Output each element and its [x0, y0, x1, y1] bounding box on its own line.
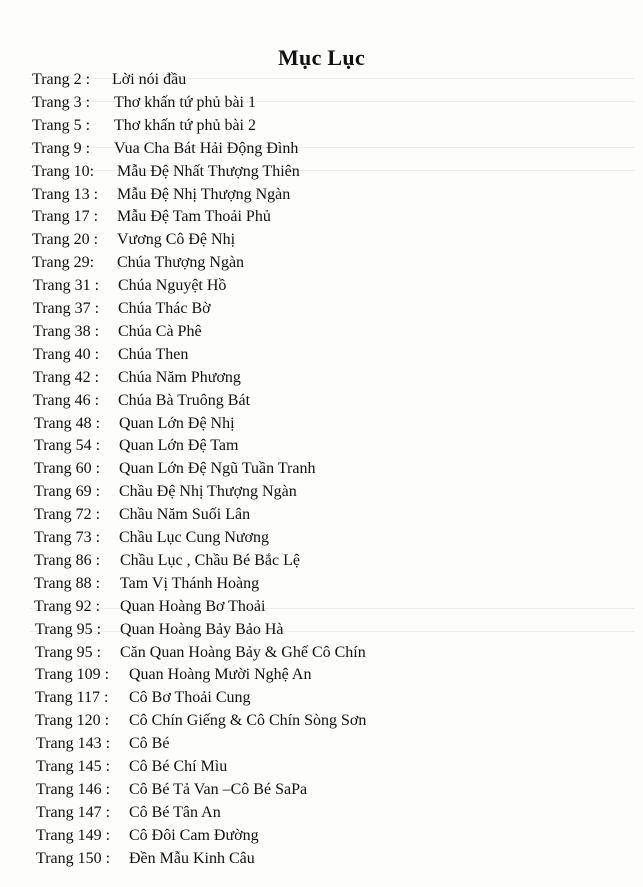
toc-page-number: Trang 109 : — [35, 666, 110, 684]
page-title: Mục Lục — [277, 44, 366, 70]
toc-entry-title: Cô Bơ Thoải Cung — [129, 689, 251, 707]
toc-page-number: Trang 92 : — [34, 597, 101, 615]
toc-entry-title: Chúa Năm Phương — [118, 368, 241, 386]
toc-entry-title: Tam Vị Thánh Hoàng — [120, 574, 260, 592]
toc-entry-title: Chúa Nguyệt Hồ — [118, 277, 227, 295]
toc-page-number: Trang 69 : — [34, 483, 101, 501]
toc-entry-title: Lời nói đầu — [112, 71, 187, 88]
toc-entry-title: Mẫu Đệ Tam Thoải Phủ — [117, 208, 271, 226]
toc-page-number: Trang 13 : — [32, 185, 99, 203]
toc-entry-title: Quan Lớn Đệ Nhị — [119, 414, 235, 432]
toc-entry-title: Cô Bé — [129, 735, 170, 753]
toc-entry-title: Chầu Lục , Chầu Bé Bắc Lệ — [120, 551, 300, 569]
toc-entry-title: Căn Quan Hoàng Bảy & Ghế Cô Chín — [120, 643, 366, 661]
toc-page-number: Trang 29: — [32, 254, 95, 272]
toc-page-number: Trang 145 : — [36, 758, 111, 775]
toc-entry-title: Chầu Đệ Nhị Thượng Ngàn — [119, 483, 297, 501]
toc-entry-title: Cô Đôi Cam Đường — [129, 826, 259, 844]
toc-entry-title: Đền Mẫu Kinh Câu — [129, 849, 255, 867]
toc-entry-title: Mẫu Đệ Nhất Thượng Thiên — [117, 162, 300, 180]
toc-entry-title: Quan Hoàng Bảy Bảo Hà — [120, 620, 284, 638]
toc-entry-title: Chúa Bà Truông Bát — [118, 391, 251, 409]
toc-entry-title: Mẫu Đệ Nhị Thượng Ngàn — [117, 185, 291, 203]
toc-entry-title: Cô Chín Giếng & Cô Chín Sòng Sơn — [129, 712, 367, 730]
toc-entry-title: Quan Lớn Đệ Ngũ Tuần Tranh — [119, 460, 316, 478]
toc-page-number: Trang 54 : — [34, 437, 101, 455]
toc-entry-title: Thơ khấn tứ phủ bài 1 — [114, 93, 256, 111]
toc-entry-title: Chúa Thác Bờ — [118, 300, 211, 317]
toc-page-number: Trang 72 : — [34, 506, 101, 524]
toc-page-number: Trang 42 : — [33, 368, 100, 386]
toc-page-number: Trang 95 : — [35, 643, 102, 661]
toc-entry-title: Cô Bé Tân An — [129, 803, 221, 821]
toc-entry-title: Chúa Then — [118, 345, 189, 363]
toc-page-number: Trang 9 : — [32, 139, 91, 157]
toc-page-number: Trang 73 : — [34, 529, 101, 546]
toc-entry-title: Quan Hoàng Bơ Thoải — [120, 597, 266, 615]
toc-page-number: Trang 2 : — [32, 71, 91, 88]
toc-entry-title: Chầu Lục Cung Nương — [119, 529, 270, 546]
toc-page-number: Trang 20 : — [32, 231, 99, 249]
toc-page-number: Trang 143 : — [36, 735, 111, 753]
toc-entry-title: Vua Cha Bát Hải Động Đình — [114, 139, 299, 157]
toc-page-number: Trang 95 : — [35, 620, 102, 638]
toc-entry-title: Thơ khấn tứ phủ bài 2 — [114, 116, 256, 134]
toc-entry-title: Chúa Cà Phê — [118, 322, 202, 340]
toc-page-number: Trang 10: — [32, 162, 95, 180]
toc-entry-title: Cô Bé Chí Mìu — [129, 758, 228, 775]
toc-entry-title: Quan Hoàng Mười Nghệ An — [129, 666, 312, 684]
toc-page-number: Trang 60 : — [34, 460, 101, 478]
toc-entry-title: Quan Lớn Đệ Tam — [119, 437, 239, 455]
toc-entry-title: Vương Cô Đệ Nhị — [117, 231, 236, 249]
toc-page-number: Trang 120 : — [35, 712, 110, 730]
toc-page-number: Trang 86 : — [34, 551, 101, 569]
toc-page-number: Trang 146 : — [36, 780, 111, 798]
table-of-contents — [0, 69, 643, 879]
toc-page-number: Trang 37 : — [33, 300, 100, 317]
toc-page-number: Trang 149 : — [36, 826, 111, 844]
toc-entry-title: Chúa Thượng Ngàn — [117, 254, 245, 272]
toc-page-number: Trang 40 : — [33, 345, 100, 363]
toc-page-number: Trang 3 : — [32, 93, 91, 111]
toc-entry-title: Cô Bé Tả Van –Cô Bé SaPa — [129, 780, 308, 798]
toc-page-number: Trang 31 : — [33, 277, 100, 295]
toc-entry-title: Chầu Năm Suối Lân — [119, 506, 251, 524]
toc-page-number: Trang 38 : — [33, 322, 100, 340]
toc-page-number: Trang 5 : — [32, 116, 91, 134]
toc-page-number: Trang 117 : — [35, 689, 109, 707]
toc-page-number: Trang 17 : — [32, 208, 99, 226]
toc-page-number: Trang 46 : — [33, 391, 100, 409]
toc-page-number: Trang 147 : — [36, 803, 111, 821]
toc-page-number: Trang 48 : — [34, 414, 101, 432]
toc-page-number: Trang 88 : — [34, 574, 101, 592]
toc-page-number: Trang 150 : — [36, 849, 111, 867]
